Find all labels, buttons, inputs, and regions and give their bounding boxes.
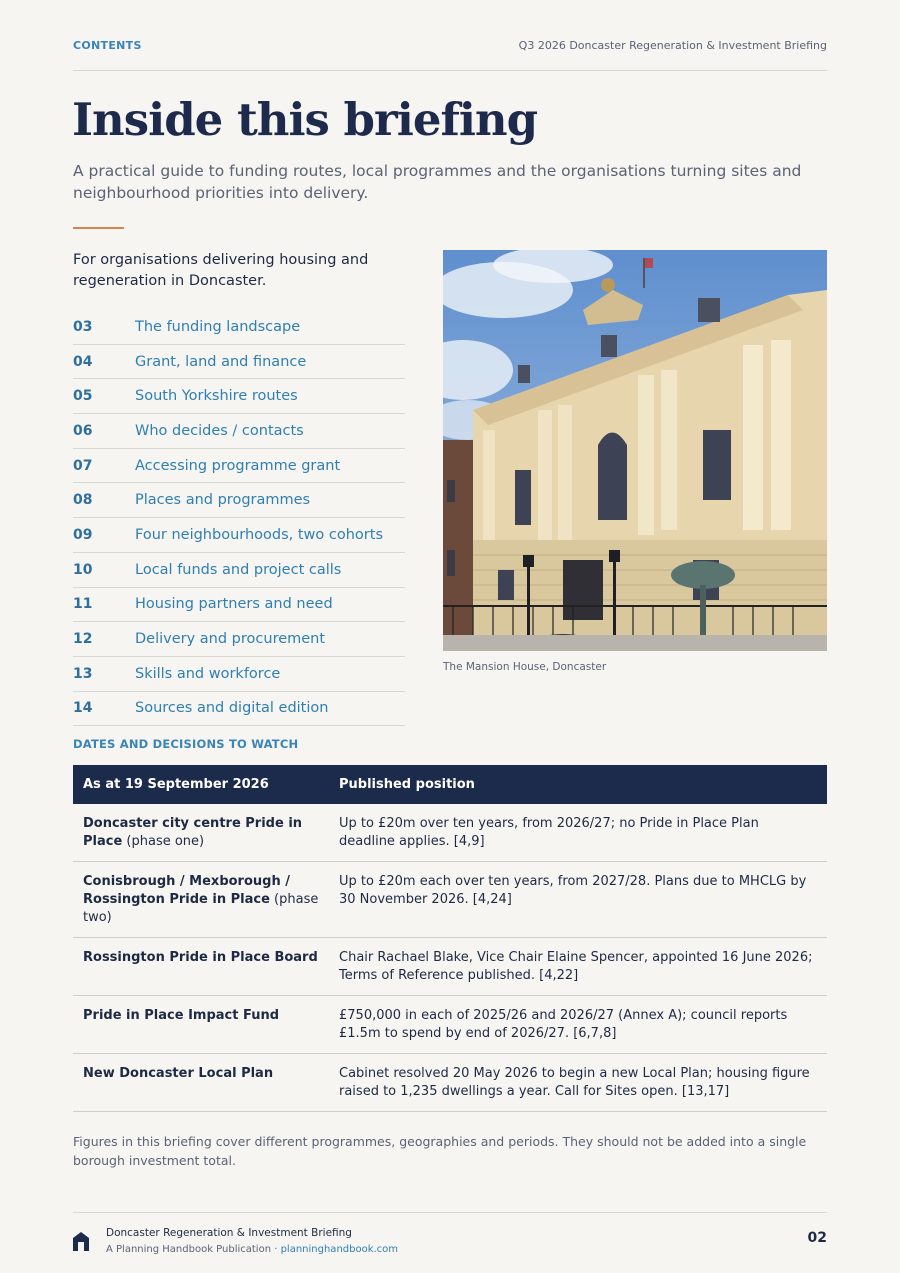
toc-page-number: 14 xyxy=(73,700,93,717)
position-cell: Cabinet resolved 20 May 2026 to begin a new Local Plan; housing figure raised to 1,235 dwellings a year. Call for Sites open. [13,17] xyxy=(329,1054,827,1112)
toc-item[interactable] xyxy=(73,345,405,380)
publisher-text: A Planning Handbook Publication · xyxy=(106,1244,281,1255)
publication-title: Q3 2026 Doncaster Regeneration & Investment Briefing xyxy=(518,39,827,52)
footnote: Figures in this briefing cover different programmes, geographies and periods. They should not be added into a single borough investment total. xyxy=(73,1134,807,1168)
toc-link[interactable]: Four neighbourhoods, two cohorts xyxy=(135,526,384,543)
column-header: As at 19 September 2026 xyxy=(73,765,329,804)
toc-item[interactable] xyxy=(73,310,405,345)
item-name: New Doncaster Local Plan xyxy=(83,1066,274,1081)
toc-item[interactable] xyxy=(73,518,405,553)
mansion-house-photo xyxy=(443,250,827,651)
toc-link[interactable]: The funding landscape xyxy=(135,318,301,335)
toc-item[interactable] xyxy=(73,553,405,588)
toc-link[interactable]: South Yorkshire routes xyxy=(135,388,298,405)
page-number: 02 xyxy=(807,1230,827,1246)
toc-link[interactable]: Delivery and procurement xyxy=(135,631,326,648)
position-cell: Chair Rachael Blake, Vice Chair Elaine Spencer, appointed 16 June 2026; Terms of Reference published. [4,22] xyxy=(329,938,827,996)
item-name: Conisbrough / Mexborough / Rossington Pride in Place xyxy=(83,874,290,907)
table-header-row xyxy=(73,765,827,804)
toc-item[interactable] xyxy=(73,622,405,657)
toc-item[interactable] xyxy=(73,588,405,623)
toc-page-number: 08 xyxy=(73,492,93,509)
toc-link[interactable]: Who decides / contacts xyxy=(135,422,304,439)
toc-page-number: 06 xyxy=(73,422,93,439)
toc-item[interactable] xyxy=(73,657,405,692)
footer-divider xyxy=(73,1212,827,1213)
table-row xyxy=(73,938,827,996)
dates-table xyxy=(73,765,827,1112)
table-row xyxy=(73,996,827,1054)
toc-link[interactable]: Housing partners and need xyxy=(135,596,333,613)
item-cell xyxy=(73,862,329,938)
section-label: CONTENTS xyxy=(73,39,142,52)
toc-item[interactable] xyxy=(73,379,405,414)
item-cell xyxy=(73,1054,329,1112)
toc-item[interactable] xyxy=(73,449,405,484)
toc-page-number: 09 xyxy=(73,526,93,543)
toc-page-number: 10 xyxy=(73,561,93,578)
column-header: Published position xyxy=(329,765,827,804)
toc-page-number: 07 xyxy=(73,457,93,474)
website-link[interactable]: planninghandbook.com xyxy=(280,1244,399,1255)
toc-link[interactable]: Skills and workforce xyxy=(135,665,281,682)
item-qualifier: (phase one) xyxy=(122,834,205,849)
photo-caption: The Mansion House, Doncaster xyxy=(443,661,607,673)
item-name: Rossington Pride in Place Board xyxy=(83,950,318,965)
accent-rule xyxy=(73,227,124,229)
toc-item[interactable] xyxy=(73,483,405,518)
toc-page-number: 04 xyxy=(73,353,93,370)
table-of-contents xyxy=(73,310,405,726)
footer-publisher xyxy=(106,1244,398,1255)
toc-link[interactable]: Local funds and project calls xyxy=(135,561,342,578)
toc-page-number: 12 xyxy=(73,631,93,648)
position-cell: Up to £20m each over ten years, from 2027/28. Plans due to MHCLG by 30 November 2026. [4,24] xyxy=(329,862,827,938)
position-cell: Up to £20m over ten years, from 2026/27; no Pride in Place Plan deadline applies. [4,9] xyxy=(329,804,827,862)
intro-text: For organisations delivering housing and regeneration in Doncaster. xyxy=(73,252,369,289)
header-divider xyxy=(73,70,827,71)
toc-item[interactable] xyxy=(73,414,405,449)
toc-link[interactable]: Places and programmes xyxy=(135,492,311,509)
position-cell: £750,000 in each of 2025/26 and 2026/27 (Annex A); council reports £1.5m to spend by end of 2026/27. [6,7,8] xyxy=(329,996,827,1054)
table-row xyxy=(73,862,827,938)
toc-link[interactable]: Accessing programme grant xyxy=(135,457,341,474)
table-row xyxy=(73,1054,827,1112)
item-qualifier: (phase two) xyxy=(83,892,319,925)
table-row xyxy=(73,804,827,862)
dates-section-label: DATES AND DECISIONS TO WATCH xyxy=(73,737,299,751)
toc-item[interactable] xyxy=(73,692,405,727)
item-cell xyxy=(73,996,329,1054)
item-name: Pride in Place Impact Fund xyxy=(83,1008,280,1023)
toc-page-number: 13 xyxy=(73,665,93,682)
item-cell xyxy=(73,804,329,862)
toc-page-number: 03 xyxy=(73,318,93,335)
toc-page-number: 05 xyxy=(73,388,93,405)
item-cell xyxy=(73,938,329,996)
page-title: Inside this briefing xyxy=(72,93,538,146)
footer-title: Doncaster Regeneration & Investment Briefing xyxy=(106,1227,352,1239)
publisher-logo-icon xyxy=(72,1231,90,1251)
item-name: Doncaster city centre Pride in Place xyxy=(83,816,303,849)
toc-link[interactable]: Sources and digital edition xyxy=(135,700,329,717)
page-subtitle: A practical guide to funding routes, local programmes and the organisations turning sites and neighbourhood priorities into delivery. xyxy=(73,162,802,202)
toc-link[interactable]: Grant, land and finance xyxy=(135,353,307,370)
toc-page-number: 11 xyxy=(73,596,93,613)
